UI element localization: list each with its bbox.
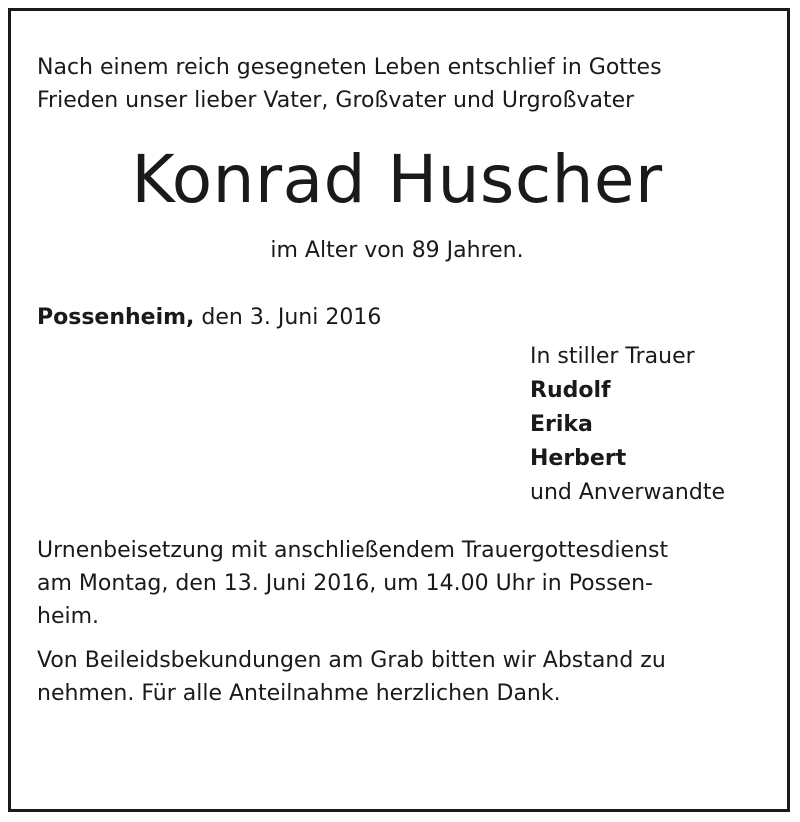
mourners-heading: In stiller Trauer — [530, 344, 695, 369]
funeral-line-3: heim. — [37, 604, 100, 629]
mourner-name: Rudolf — [530, 378, 611, 403]
mourner-name: Erika — [530, 412, 593, 437]
funeral-line-2: am Montag, den 13. Juni 2016, um 14.00 Uhr in Possen- — [37, 571, 653, 596]
condolence-line-1: Von Beileidsbekundungen am Grab bitten wir Abstand zu — [37, 648, 666, 673]
intro-line-1: Nach einem reich gesegneten Leben entschlief in Gottes — [37, 55, 662, 80]
age-text: im Alter von 89 Jahren. — [270, 238, 524, 263]
intro-line-2: Frieden unser lieber Vater, Großvater und Urgroßvater — [37, 88, 635, 113]
funeral-info — [37, 534, 757, 633]
place-date — [37, 303, 757, 333]
date-text: den 3. Juni 2016 — [201, 305, 382, 330]
deceased-name: Konrad Huscher — [131, 141, 663, 218]
intro-text — [37, 51, 757, 117]
mourners-block — [37, 340, 757, 510]
mourner-name: Herbert — [530, 446, 627, 471]
condolence-note — [37, 644, 757, 710]
place-name: Possenheim, — [37, 305, 195, 330]
mourners-closing: und Anverwandte — [530, 480, 725, 505]
obituary-notice — [37, 51, 757, 710]
condolence-line-2: nehmen. Für alle Anteilnahme herzlichen Dank. — [37, 681, 561, 706]
funeral-line-1: Urnenbeisetzung mit anschließendem Trauergottesdienst — [37, 538, 669, 563]
